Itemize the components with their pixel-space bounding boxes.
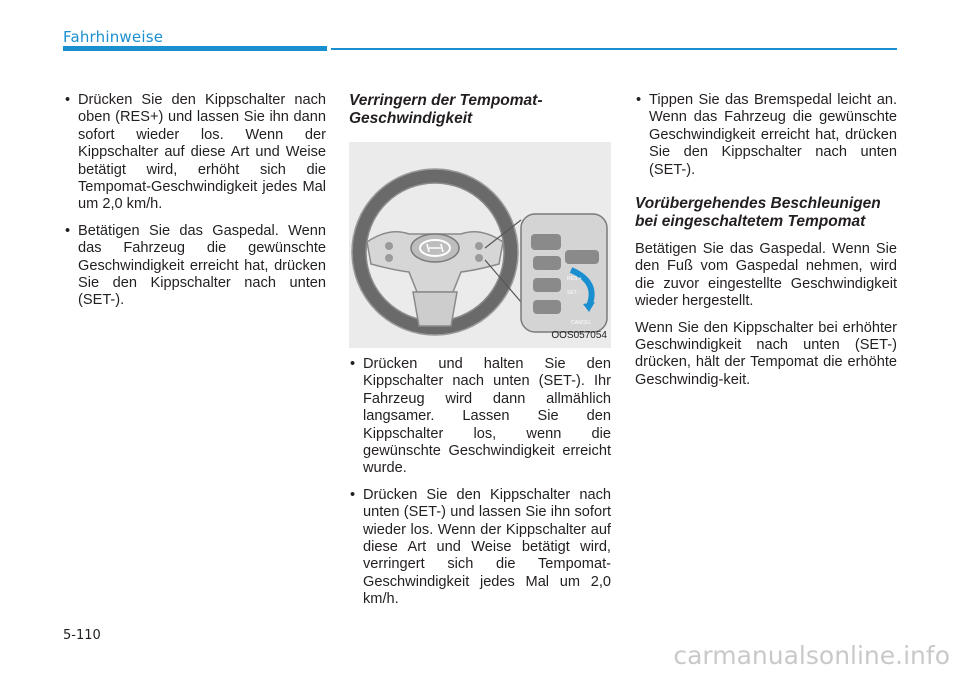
page-number: 5-110 <box>63 628 101 643</box>
paragraph: Wenn Sie den Kippschalter bei erhöhter Geschwindigkeit nach unten (SET-) drücken, hält der Tempomat die erhöhte Geschwindig-keit. <box>635 319 897 388</box>
watermark: carmanualsonline.info <box>673 641 950 670</box>
cancel-label: CANCEL <box>571 320 592 326</box>
list-item: • Drücken Sie den Kippschalter nach oben (RES+) und lassen Sie ihn dann sofort wieder los. Wenn der Kippschalter auf diese Art und Weise betätigt wird, erhöht sich die Tempomat-Geschwindigkeit jedes Mal um 2,0 km/h. <box>64 92 326 214</box>
list-item: • Drücken und halten Sie den Kippschalter nach unten (SET-). Ihr Fahrzeug wird dann allmählich langsamer. Lassen Sie den Kippschalter los, wenn die gewünschte Geschwindigkeit erreicht wurde. <box>349 356 611 478</box>
column-1 <box>64 92 326 319</box>
section-heading: Vorübergehendes Beschleunigen bei eingeschaltetem Tempomat <box>635 195 881 231</box>
section-heading: Verringern der Tempomat-Geschwindigkeit <box>349 92 543 127</box>
bullet-list <box>64 92 326 310</box>
bullet-list <box>349 356 611 609</box>
list-item: • Betätigen Sie das Gaspedal. Wenn das Fahrzeug die gewünschte Geschwindigkeit erreicht hat, drücken Sie den Kippschalter nach unten (SET-). <box>64 223 326 310</box>
switch-closeup <box>521 214 607 332</box>
column-2 <box>349 92 611 618</box>
steering-wheel <box>352 169 518 335</box>
list-item: • Drücken Sie den Kippschalter nach unten (SET-) und lassen Sie ihn sofort wieder los. Wenn der Kippschalter auf diese Art und Weise betätigt wird, verringert sich die Tempomat-Geschwindigkeit jedes Mal um 2,0 km/h. <box>349 487 611 609</box>
figure-code: OOS057054 <box>551 329 607 341</box>
bullet-list <box>635 92 897 179</box>
paragraph: Betätigen Sie das Gaspedal. Wenn Sie den Fuß vom Gaspedal nehmen, wird die zuvor eingestellte Geschwindigkeit wieder hergestellt. <box>635 241 897 310</box>
steering-wheel-illustration <box>349 142 611 348</box>
section-title: Fahrhinweise <box>63 28 164 46</box>
res-label: RES + <box>567 276 582 282</box>
header-rule-thick <box>63 46 327 51</box>
set-label: SET - <box>567 290 580 296</box>
header-rule-thin <box>331 48 897 50</box>
list-item: • Tippen Sie das Bremspedal leicht an. Wenn das Fahrzeug die gewünschte Geschwindigkeit erreicht hat, drücken Sie den Kippschalter nach unten (SET-). <box>635 92 897 179</box>
column-3 <box>635 92 897 398</box>
steering-wheel-figure <box>349 142 611 348</box>
